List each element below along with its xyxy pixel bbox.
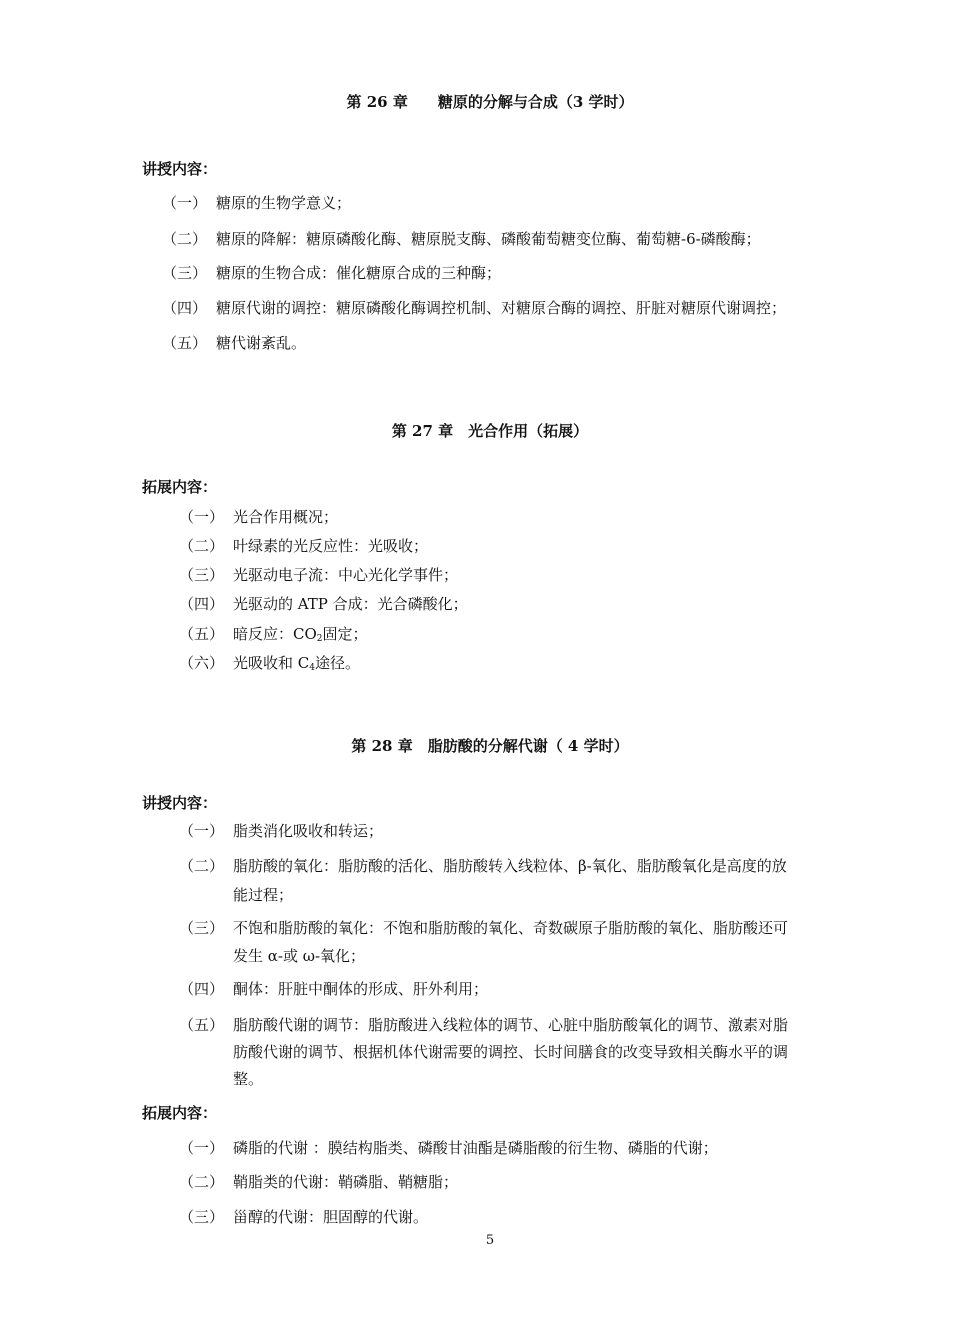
chapter-28-extension-label: 拓展内容： [142, 1104, 218, 1122]
item-text: 光驱动的 ATP 合成：光合磷酸化； [233, 595, 468, 613]
item-text-part: 途径。 [314, 654, 360, 672]
item-text: 糖原的生物合成：催化糖原合成的三种酶； [216, 264, 502, 282]
item-number: （一） [179, 1139, 225, 1157]
item-text-part: 光吸收和 C [233, 654, 310, 672]
item-text: 糖原代谢的调控：糖原磷酸化酶调控机制、对糖原合酶的调控、肝脏对糖原代谢调控； [216, 299, 787, 317]
chapter-27-title: 第 27 章 光合作用（拓展） [391, 422, 589, 440]
chapter-27-section-label: 拓展内容： [142, 478, 218, 496]
item-number: （一） [162, 194, 208, 212]
item-number: （二） [179, 537, 225, 555]
chapter-28-title: 第 28 章 脂肪酸的分解代谢（ 4 学时） [351, 737, 629, 755]
item-number: （一） [179, 822, 225, 840]
item-number: （二） [162, 230, 208, 248]
item-text-continuation: 能过程； [233, 886, 294, 904]
subscript: 2 [316, 634, 323, 644]
item-text: 酮体：肝脏中酮体的形成、肝外利用； [233, 980, 489, 998]
item-number: （三） [179, 919, 225, 937]
item-number: （五） [179, 625, 225, 643]
item-number: （三） [162, 264, 208, 282]
item-number: （三） [179, 566, 225, 584]
item-text: 脂肪酸代谢的调节：脂肪酸进入线粒体的调节、心脏中脂肪酸氧化的调节、激素对脂 [233, 1016, 789, 1034]
item-number: （五） [162, 334, 208, 352]
item-text: 糖原的降解：糖原磷酸化酶、糖原脱支酶、磷酸葡萄糖变位酶、葡萄糖-6-磷酸酶； [216, 230, 761, 248]
item-text-continuation: 整。 [233, 1070, 264, 1088]
item-text [233, 623, 368, 644]
item-number: （四） [162, 299, 208, 317]
item-text: 糖代谢紊乱。 [216, 334, 307, 352]
item-text-continuation: 发生 α-或 ω-氧化； [233, 947, 366, 965]
item-text-part: 固定； [322, 625, 368, 643]
item-text: 脂类消化吸收和转运； [233, 822, 384, 840]
chapter-28-section-label: 讲授内容： [142, 794, 218, 812]
item-number: （四） [179, 980, 225, 998]
chapter-26-section-label: 讲授内容： [142, 160, 218, 178]
page-number: 5 [485, 1233, 495, 1248]
item-text-part: 暗反应：CO [233, 625, 317, 643]
item-text-continuation: 肪酸代谢的调节、根据机体代谢需要的调控、长时间膳食的改变导致相关酶水平的调 [233, 1043, 789, 1061]
item-number: （四） [179, 595, 225, 613]
item-text: 光驱动电子流：中心光化学事件； [233, 566, 459, 584]
item-number: （二） [179, 1173, 225, 1191]
item-number: （五） [179, 1016, 225, 1034]
item-text: 脂肪酸的氧化：脂肪酸的活化、脂肪酸转入线粒体、β-氧化、脂肪酸氧化是高度的放 [233, 857, 787, 875]
item-text: 鞘脂类的代谢：鞘磷脂、鞘糖脂； [233, 1173, 459, 1191]
item-number: （六） [179, 654, 225, 672]
item-number: （一） [179, 508, 225, 526]
item-text: 光合作用概况； [233, 508, 339, 526]
item-text: 甾醇的代谢：胆固醇的代谢。 [233, 1208, 429, 1226]
item-text [233, 652, 360, 673]
subscript: 4 [309, 663, 315, 673]
item-number: （三） [179, 1208, 225, 1226]
item-text: 叶绿素的光反应性：光吸收； [233, 537, 429, 555]
item-text: 磷脂的代谢 ：膜结构脂类、磷酸甘油酯是磷脂酸的衍生物、磷脂的代谢； [233, 1139, 718, 1157]
chapter-26-title: 第 26 章 糖原的分解与合成（3 学时） [346, 93, 634, 111]
item-text: 糖原的生物学意义； [216, 194, 352, 212]
item-text: 不饱和脂肪酸的氧化：不饱和脂肪酸的氧化、奇数碳原子脂肪酸的氧化、脂肪酸还可 [233, 919, 789, 937]
item-number: （二） [179, 857, 225, 875]
